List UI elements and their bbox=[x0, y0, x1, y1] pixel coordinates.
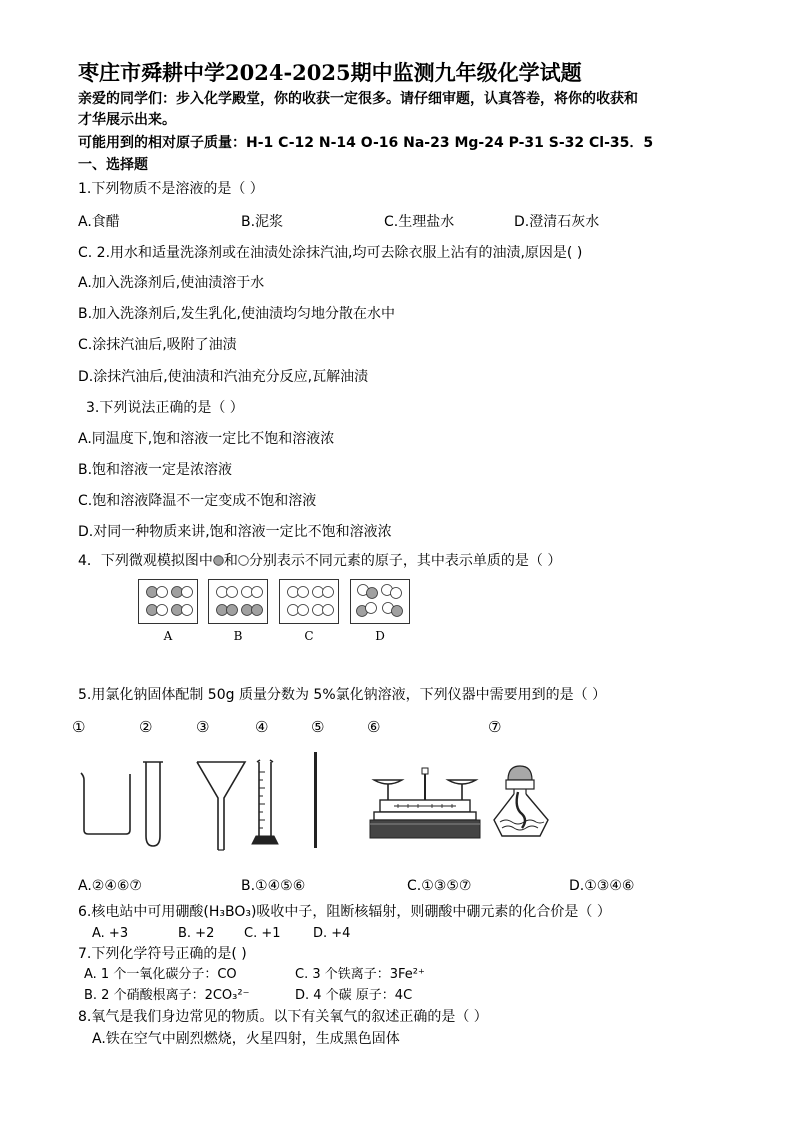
q6-stem: 6.核电站中可用硼酸(H₃BO₃)吸收中子，阻断核辐射，则硼酸中硼元素的化合价是（ ） bbox=[78, 904, 611, 920]
glass-rod-icon bbox=[311, 750, 321, 850]
q2-option-d: D.涂抹汽油后,使油渍和汽油充分反应,瓦解油渍 bbox=[78, 369, 369, 385]
q5-option-c: C.①③⑤⑦ bbox=[407, 878, 472, 894]
q3-option-c: C.饱和溶液降温不一定变成不饱和溶液 bbox=[78, 493, 317, 509]
q4-stem-part-a: 4．下列微观模拟图中 bbox=[78, 553, 213, 569]
q1-option-a: A.食醋 bbox=[78, 214, 120, 230]
q3-option-b: B.饱和溶液一定是浓溶液 bbox=[78, 462, 233, 478]
q6-option-a: A. +3 bbox=[92, 926, 129, 941]
atomic-mass-line: 可能用到的相对原子质量：H-1 C-12 N-14 O-16 Na-23 Mg-24 P-31 S-32 Cl-35．5 bbox=[78, 135, 654, 151]
q3-option-a: A.同温度下,饱和溶液一定比不饱和溶液浓 bbox=[78, 431, 335, 447]
instrument-number-7: ⑦ bbox=[488, 718, 502, 736]
instrument-number-4: ④ bbox=[255, 718, 269, 736]
q2-option-c: C.涂抹汽油后,吸附了油渍 bbox=[78, 337, 237, 353]
q1-option-d: D.澄清石灰水 bbox=[514, 214, 600, 230]
beaker-icon bbox=[78, 770, 138, 836]
greeting-line-1: 亲爱的同学们：步入化学殿堂，你的收获一定很多。请仔细审题，认真答卷，将你的收获和 bbox=[78, 91, 638, 107]
model-box-a bbox=[138, 579, 198, 624]
instrument-number-6: ⑥ bbox=[367, 718, 381, 736]
model-label-a: A bbox=[163, 629, 173, 643]
q7-option-d: D. 4 个碳 原子：4C bbox=[295, 988, 413, 1003]
exam-title: 枣庄市舜耕中学2024-2025期中监测九年级化学试题 bbox=[78, 60, 582, 85]
filled-atom-icon bbox=[213, 555, 224, 566]
q1-option-b: B.泥浆 bbox=[241, 214, 284, 230]
balance-scale-icon bbox=[370, 766, 480, 842]
q4-stem-part-b: 和 bbox=[223, 553, 238, 569]
q3-option-d: D.对同一种物质来讲,饱和溶液一定比不饱和溶液浓 bbox=[78, 524, 392, 540]
q5-option-a: A.②④⑥⑦ bbox=[78, 878, 142, 894]
q6-option-d: D. +4 bbox=[313, 926, 351, 941]
q5-option-b: B.①④⑤⑥ bbox=[241, 878, 306, 894]
q2-option-b: B.加入洗涤剂后,发生乳化,使油渍均匀地分散在水中 bbox=[78, 306, 395, 322]
alcohol-lamp-icon bbox=[492, 762, 552, 840]
model-label-b: B bbox=[233, 629, 243, 643]
model-box-c bbox=[279, 579, 339, 624]
q7-option-c: C. 3 个铁离子：3Fe²⁺ bbox=[295, 967, 425, 982]
model-box-b bbox=[208, 579, 268, 624]
q2-stem: C. 2.用水和适量洗涤剂或在油渍处涂抹汽油,均可去除衣服上沾有的油渍,原因是( ) bbox=[78, 245, 583, 261]
instrument-number-1: ① bbox=[72, 718, 86, 736]
model-label-d: D bbox=[375, 629, 385, 643]
section-heading: 一、选择题 bbox=[78, 157, 148, 173]
q2-option-a: A.加入洗涤剂后,使油渍溶于水 bbox=[78, 275, 265, 291]
funnel-icon bbox=[195, 760, 247, 852]
q8-option-a: A.铁在空气中剧烈燃烧，火星四射，生成黑色固体 bbox=[92, 1031, 400, 1047]
q7-option-b: B. 2 个硝酸根离子：2CO₃²⁻ bbox=[84, 988, 250, 1003]
q6-option-c: C. +1 bbox=[244, 926, 281, 941]
graduated-cylinder-icon bbox=[252, 758, 280, 848]
q1-option-c: C.生理盐水 bbox=[384, 214, 455, 230]
hollow-atom-icon bbox=[238, 555, 249, 566]
q4-stem bbox=[78, 552, 561, 570]
instrument-number-2: ② bbox=[139, 718, 153, 736]
q5-option-d: D.①③④⑥ bbox=[569, 878, 635, 894]
model-label-c: C bbox=[304, 629, 314, 643]
instrument-number-3: ③ bbox=[196, 718, 210, 736]
q4-stem-part-c: 分别表示不同元素的原子，其中表示单质的是（ ） bbox=[248, 553, 562, 569]
model-box-d bbox=[350, 579, 410, 624]
q6-option-b: B. +2 bbox=[178, 926, 215, 941]
instrument-number-5: ⑤ bbox=[311, 718, 325, 736]
q8-stem: 8.氧气是我们身边常见的物质。以下有关氧气的叙述正确的是（ ） bbox=[78, 1009, 488, 1025]
q7-stem: 7.下列化学符号正确的是( ) bbox=[78, 946, 247, 962]
greeting-line-2: 才华展示出来。 bbox=[78, 112, 176, 128]
q1-stem: 1.下列物质不是溶液的是（ ） bbox=[78, 181, 264, 197]
q3-stem: 3.下列说法正确的是（ ） bbox=[86, 400, 244, 416]
q5-stem: 5.用氯化钠固体配制 50g 质量分数为 5%氯化钠溶液，下列仪器中需要用到的是（ ） bbox=[78, 687, 607, 703]
test-tube-icon bbox=[141, 760, 165, 848]
q7-option-a: A. 1 个一氧化碳分子：CO bbox=[84, 967, 237, 982]
